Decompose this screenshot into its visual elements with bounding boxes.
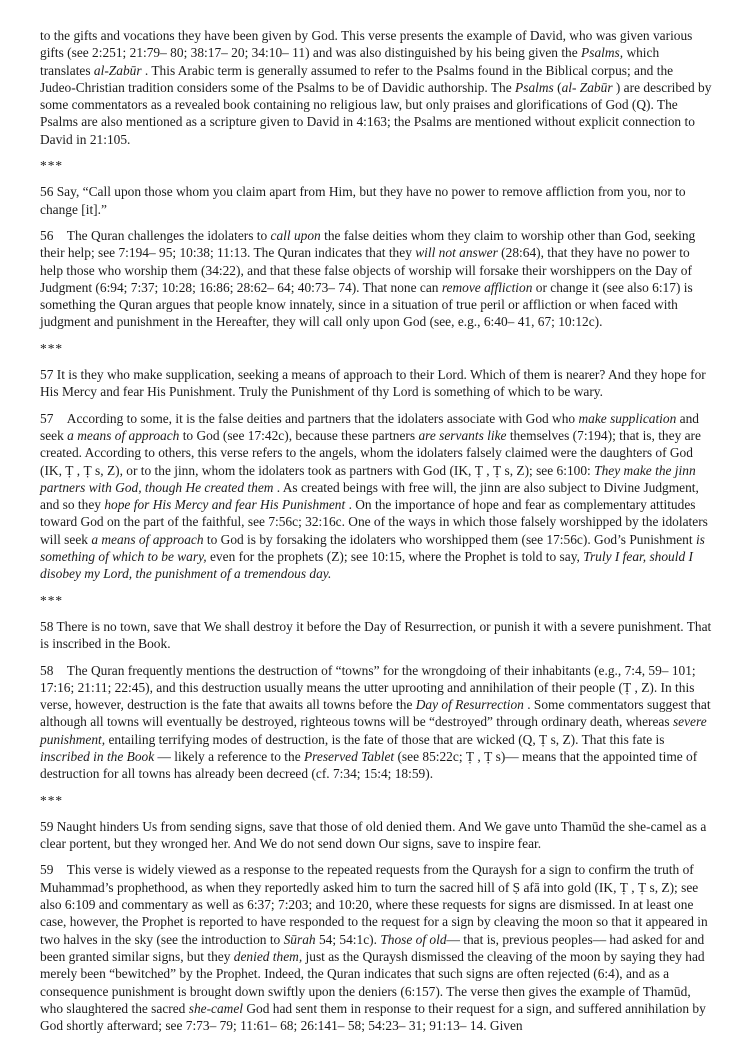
italic-text-run: make supplication (578, 410, 677, 426)
text-run: which translates (40, 45, 660, 78)
italic-text-run: Psalms (515, 79, 554, 95)
separator: *** (40, 792, 64, 808)
text-run: 59 This verse is widely viewed as a response to the repeated requests from the Quraysh for a sign to confirm the truth of Muhammad’s prophethood, as when they reportedly asked him to turn the sacred hill of Ṣ afā into gold (IK, Ṭ , Ṭ s, Z); see also 6:109 and commentary as well as 6:37; 7:203; and 10:20, where these requests for signs are dismissed. In at least one case, however, the Prophet is reported to have responded to the request for a sign by cleaving the moon so that it appeared in two halves in the sky (see the introduction to (40, 862, 708, 947)
text-run: 57 According to some, it is the false deities and partners that the idolaters associate with God who (40, 410, 579, 426)
italic-text-run: are servants like (418, 427, 507, 443)
italic-text-run: al- Zabūr (561, 79, 613, 95)
text-run: even for the prophets (Z); see 10:15, where the Prophet is told to say, (206, 549, 584, 565)
text-run: ( (553, 79, 562, 95)
verse-text (40, 183, 712, 218)
text-run: to God is by forsaking the idolaters who worshipped them (see 17:56c). God’s Punishment (203, 531, 696, 547)
text-run: entailing terrifying modes of destruction, is the fate of those that are wicked (Q, Ṭ s, Z). That this fate is (105, 731, 665, 747)
text-run: 59 Naught hinders Us from sending signs, save that those of old denied them. And We gave unto Thamūd the she-camel as a clear portent, but they wronged her. And We do not send down Our signs, save to inspire fear. (40, 818, 707, 852)
italic-text-run: Day of Resurrection (415, 697, 524, 713)
text-run: . Some commentators suggest that although all towns will eventually be destroyed, righteous towns will be “destroyed” through ordinary death, whereas (40, 697, 711, 730)
verse-text (40, 618, 712, 653)
text-run: just as the Quraysh dismissed the cleaving of the moon by saying they had merely been “bewitched” by the Prophet. Indeed, the Quran indicates that such signs are often rejected (6:4), and as a consequence punishment is brought down swiftly upon the deniers (6:157). The verse then gives the example of Thamūd, who slaughtered the sacred (40, 948, 705, 1016)
italic-text-run: will not answer (415, 245, 498, 261)
text-run: and seek (40, 410, 699, 443)
document-body (40, 27, 712, 1034)
text-run: 58 The Quran frequently mentions the destruction of “towns” for the wrongdoing of their inhabitants (e.g., 7:4, 59– 101; 17:16; 21:11; 22:45), and this destruction usually means the utter uprooting and annihilation of their people (Ṭ , Z). In this verse, however, destruction is the fate that awaits all towns before the (40, 662, 696, 713)
text-run: or change it (see also 6:17) is something the Quran argues that people know innately, since in a situation of true peril or affliction or when faced with judgment and punishment in the Hereafter, they will call only upon God (see, e.g., 6:40– 41, 67; 10:12c). (40, 279, 693, 330)
text-run: (see 85:22c; Ṭ , Ṭ s)— means that the appointed time of destruction for all towns has already been decreed (cf. 7:34; 15:4; 18:59). (40, 748, 698, 782)
italic-text-run: Psalms, (581, 45, 624, 61)
text-run: (28:64), that they have no power to help those who worship them (34:22), and that these false objects of worship will forsake their worshippers on the Day of Judgment (6:94; 7:37; 10:28; 16:86; 28:62– 64; 40:73– 74). That none can (40, 245, 692, 295)
commentary-paragraph (40, 410, 712, 583)
italic-text-run: is something of which to be wary, (40, 531, 705, 565)
separator: *** (40, 340, 64, 356)
body-paragraph (40, 27, 712, 148)
italic-text-run: she-camel (188, 1000, 244, 1016)
commentary-paragraph (40, 861, 712, 1034)
italic-text-run: Sūrah (283, 931, 316, 947)
italic-text-run: They make the jinn partners with God, though He created them (40, 462, 696, 495)
separator: *** (40, 592, 64, 608)
text-run: God had sent them in response to their request for a sign, and suffered annihilation by God shortly afterward; see 7:73– 79; 11:61– 68; 26:141– 58; 54:23– 31; 91:13– 14. Given (40, 1000, 706, 1034)
text-run: 57 It is they who make supplication, seeking a means of approach to their Lord. Which of them is nearer? And they hope for His Mercy and fear His Punishment. Truly the Punishment of thy Lord is something of which to be wary. (40, 367, 706, 400)
text-run: themselves (7:194); that is, they are created. According to others, this verse refers to the angels, whom the idolaters falsely claimed were the daughters of God (IK, Ṭ , Ṭ s, Z), or to the jinn, whom the idolaters took as partners with God (IK, Ṭ , Ṭ s, Z); see 6:100: (40, 427, 701, 478)
text-run: 58 There is no town, save that We shall destroy it before the Day of Resurrection, or punish it with a severe punishment. That is inscribed in the Book. (40, 618, 712, 652)
italic-text-run: denied them, (233, 948, 303, 964)
verse-text (40, 366, 712, 401)
italic-text-run: Those of old (380, 931, 447, 947)
text-run: 54; 54:1c). (315, 931, 381, 947)
italic-text-run: a means of approach (67, 427, 180, 443)
text-run: 56 The Quran challenges the idolaters to (40, 227, 271, 243)
italic-text-run: call upon (270, 227, 321, 243)
text-run: to the gifts and vocations they have been given by God. This verse presents the example of David, who was given various gifts (see 2:251; 21:79– 80; 38:17– 20; 34:10– 11) and was also distinguished by his being given the (40, 28, 693, 61)
italic-text-run: Preserved Tablet (304, 748, 395, 764)
text-run: — likely a reference to the (154, 748, 304, 764)
italic-text-run: hope for His Mercy and fear His Punishment (104, 497, 346, 513)
italic-text-run: inscribed in the Book (40, 748, 155, 764)
italic-text-run: al-Zabūr (93, 62, 142, 78)
italic-text-run: severe punishment, (40, 714, 707, 747)
text-run: . This Arabic term is generally assumed to refer to the Psalms found in the Biblical corpus; and the Judeo-Christian tradition considers some of the Psalms to be of Davidic authorship. The (40, 62, 674, 95)
commentary-paragraph (40, 227, 712, 331)
italic-text-run: remove affliction (441, 279, 533, 295)
text-run: ) are described by some commentators as a revealed book containing no religious law, but only praises and glorifications of God (Q). The Psalms are also mentioned as a scripture given to David in 4:163; the Psalms are mentioned without explicit connection to David in 21:105. (40, 79, 712, 147)
text-run: the false deities whom they claim to worship other than God, seeking their help; see 7:194– 95; 10:38; 11:13. The Quran indicates that they (40, 227, 696, 261)
italic-text-run: Truly I fear, should I disobey my Lord, the punishment of a tremendous day. (40, 549, 693, 582)
separator: *** (40, 158, 64, 174)
text-run: to God (see 17:42c), because these partners (179, 427, 419, 443)
italic-text-run: a means of approach (91, 531, 204, 547)
text-run: 56 Say, “Call upon those whom you claim apart from Him, but they have no power to remove affliction from you, nor to change [it].” (40, 184, 686, 217)
text-run: — that is, previous peoples— had asked for and been granted similar signs, but they (40, 931, 705, 964)
verse-text (40, 818, 712, 853)
text-run: . On the importance of hope and fear as complementary attitudes toward God on the part of the faithful, see 7:56c; 32:16c. One of the ways in which those falsely worshipped by the idolaters will seek (40, 497, 708, 547)
text-run: . As created beings with free will, the jinn are also subject to Divine Judgment, and so they (40, 479, 699, 513)
commentary-paragraph (40, 662, 712, 783)
